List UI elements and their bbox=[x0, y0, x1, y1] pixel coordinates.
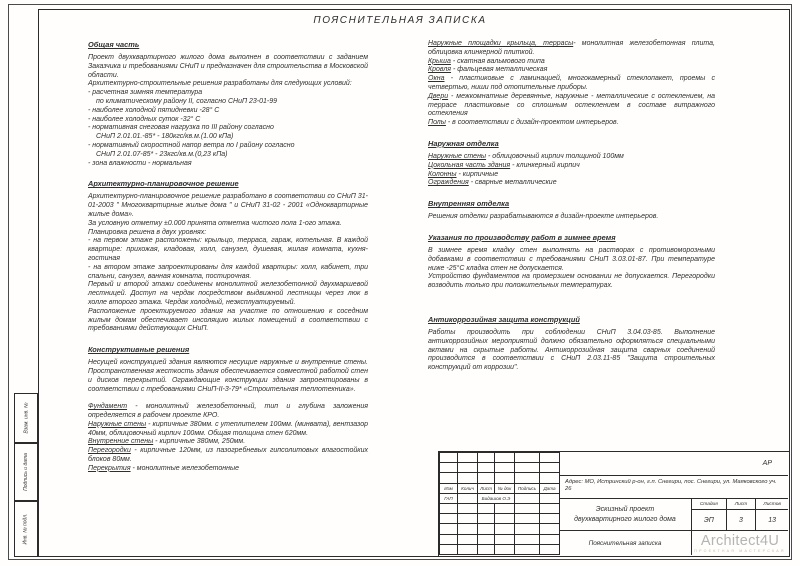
role-cell: ГАП bbox=[440, 493, 458, 503]
stage-table bbox=[691, 499, 788, 531]
list-item: - нормативная снеговая нагрузка по III району согласно bbox=[88, 124, 274, 132]
list-item: СНиП 2.01.07-85* - 23кгс/кв.м.(0,23 кПа) bbox=[96, 150, 228, 158]
col-podpis: Подпись bbox=[515, 483, 540, 493]
paragraph: Решения отделки разрабатываются в дизайн-проекте интерьеров. bbox=[428, 213, 659, 221]
paragraph bbox=[88, 421, 368, 439]
title-block bbox=[438, 451, 790, 557]
address-cell bbox=[559, 476, 788, 499]
list-item: - нормативный скоростной напор ветра по I району согласно bbox=[88, 141, 295, 149]
section-heading: Конструктивные решения bbox=[88, 345, 190, 355]
object-address: Адрес: МО, Истринский р-он, г.п. Снегири, пос. Снегири, ул. Маяковского уч. 26 bbox=[565, 479, 777, 492]
term-label: Наружные стены bbox=[428, 152, 487, 160]
paragraph bbox=[88, 438, 368, 447]
document-type: Пояснительная записка bbox=[588, 539, 662, 547]
list-item: по климатическому району II, согласно СНиП 23-01-99 bbox=[96, 97, 278, 105]
list-item: СНиП 2.01.01.-85* - 180кгс/кв.м.(1.00 кПа) bbox=[96, 133, 234, 141]
paragraph bbox=[88, 447, 368, 465]
paragraph bbox=[428, 153, 715, 162]
term-text: - облицовочный кирпич толщиной 100мм bbox=[486, 152, 624, 160]
company-logo: Architect4U bbox=[700, 532, 780, 549]
section-heading: Общая часть bbox=[88, 40, 140, 49]
project-name-line1: Эскизный проект bbox=[595, 506, 655, 513]
company-logo-cell bbox=[691, 531, 788, 555]
paragraph bbox=[428, 93, 715, 119]
list-item: - зона влажности - нормальная bbox=[88, 159, 192, 167]
term-text: - межкомнатные деревянные, наружные - металлические с остеклением, на террасе пластиковые со сплошным остеклением в составе витражного остекления bbox=[428, 92, 715, 118]
list-item: - на втором этаже запроектированы для каждой квартиры: холл, кабинет, три спальни, санузел, ванная комната, постирочная. bbox=[88, 263, 368, 280]
project-name-cell bbox=[559, 499, 691, 531]
sheet-number: 3 bbox=[726, 510, 756, 531]
term-label: Крыша bbox=[428, 57, 451, 65]
term-label: Внутренние стены bbox=[88, 438, 154, 446]
revision-table bbox=[439, 452, 560, 555]
term-text: - пластиковые с ламинацией, многокамерный стеклопакет, проемы с четвертью, ниши под отопительные приборы. bbox=[428, 75, 715, 91]
paragraph bbox=[428, 40, 715, 58]
term-text: - монолитная железобетонная плита, облицовка клинкерной плиткой. bbox=[428, 40, 715, 56]
signature-row bbox=[440, 493, 560, 503]
term-label: Перекрытия bbox=[88, 464, 131, 472]
term-text: - скатная вальмового типа bbox=[450, 57, 545, 65]
paragraph: Первый и второй этажи соединены монолитной железобетонной двухмаршевой лестницей. Доступ на чердак посредством выдвижной лестницы через люк в холле второго этажа. Чердак холодный, неэксплуатируемый. bbox=[88, 281, 368, 306]
list-item: - наиболее холодной пятидневки -28° С bbox=[88, 106, 220, 114]
term-text: - монолитный железобетонный, тип и глубина заложения определяется в рабочем проекте КРО. bbox=[88, 403, 368, 420]
term-text: - кирпичные 120мм, из пазогребневых гипсолитовых влагостойких блоков 80мм. bbox=[88, 447, 368, 464]
term-label: Двери bbox=[428, 92, 449, 100]
company-tagline: ПРОЕКТНАЯ МАСТЕРСКАЯ bbox=[694, 548, 786, 553]
term-text: - кирпичные 380мм, 250мм. bbox=[153, 438, 246, 446]
margin-field-inv-podl bbox=[14, 501, 38, 557]
paragraph: Работы производить при соблюдении СНиП 3.04.03-85. Выполнение антикоррозийных мероприятий должно обязательно оформляться специальными актами на скрытые работы. Антикоррозийная защита сварных соединений производится в соответствии с СНиП 2.03.11-85 "Защита строительных конструкций от коррозии". bbox=[428, 328, 715, 372]
sheet-header: Лист bbox=[726, 499, 756, 509]
col-izm: Изм bbox=[440, 483, 458, 493]
col-data: Дата bbox=[540, 483, 560, 493]
term-label: Цокольная часть здания bbox=[428, 161, 511, 169]
term-label: Кровля bbox=[428, 66, 452, 74]
paragraph bbox=[428, 162, 715, 171]
section-heading: Указания по производству работ в зимнее время bbox=[428, 232, 616, 242]
page-title: ПОЯСНИТЕЛЬНАЯ ЗАПИСКА bbox=[313, 15, 487, 26]
paragraph bbox=[428, 58, 715, 67]
margin-field-vzam-inv bbox=[14, 393, 38, 443]
sheets-total-header: Листов bbox=[755, 499, 788, 509]
stage-value: ЭП bbox=[703, 517, 714, 524]
term-label: Наружные площадки крыльца, террасы bbox=[428, 40, 574, 47]
paragraph: Архитектурно-строительные решения разработаны для следующих условий: bbox=[88, 80, 352, 88]
section-heading: Архитектурно-планировочное решение bbox=[88, 179, 239, 189]
paragraph bbox=[428, 119, 715, 128]
paragraph: Устройство фундаментов на промерзшем основании не допускается. Перегородки возводить только при положительных температурах. bbox=[428, 273, 715, 290]
term-text: - монолитные железобетонные bbox=[130, 464, 240, 472]
stage-value-row bbox=[692, 510, 788, 531]
col-kolich: Колич bbox=[458, 483, 478, 493]
term-text: - в соответствии с дизайн-проектом интерьеров. bbox=[445, 119, 619, 127]
term-label: Фундамент bbox=[88, 403, 128, 411]
revision-header-row bbox=[440, 483, 560, 493]
list-item: - расчетная зимняя температура bbox=[88, 89, 203, 97]
list-item: - на первом этаже расположены: крыльцо, терраса, гараж, котельная. В каждой квартире: прихожая, кладовая, холл, санузел, душевая, жилая комната, кухня-гостиная bbox=[88, 237, 368, 262]
paragraph: Проект двухквартирного жилого дома выполнен в соответствии с заданием Заказчика и требованиями СНиП и предназначен для строительства в Московской области. bbox=[88, 54, 368, 79]
name-cell: Бидашов О.Э bbox=[478, 493, 515, 503]
stage-header-row bbox=[692, 499, 788, 510]
section-heading: Антикоррозийная защита конструкций bbox=[428, 314, 580, 324]
paragraph: За условную отметку ±0.000 принята отметка чистого пола 1-ого этажа. bbox=[88, 219, 342, 227]
paragraph bbox=[428, 179, 715, 188]
project-name-line2: двухквартирного жилого дома bbox=[574, 515, 676, 523]
term-label: Перегородки bbox=[88, 447, 131, 455]
document-type-cell bbox=[559, 531, 691, 555]
term-text: - сварные металлические bbox=[468, 179, 557, 187]
col-list: Лист bbox=[478, 483, 495, 493]
paragraph bbox=[428, 66, 715, 75]
list-item: - наиболее холодных суток -32° С bbox=[88, 115, 201, 123]
term-label: Полы bbox=[428, 119, 446, 127]
margin-field-label: Инв. № подл. bbox=[23, 513, 29, 545]
term-label: Окна bbox=[428, 75, 445, 83]
term-text: - фальцевая металлическая bbox=[451, 66, 548, 74]
margin-field-label: Подпись и дата bbox=[23, 453, 30, 491]
left-text-column bbox=[88, 40, 368, 474]
stage-header: Стадия bbox=[699, 501, 718, 507]
section-code-cell bbox=[559, 452, 788, 476]
paragraph: Несущей конструкцией здания являются несущие наружные и внутренние стены. Пространственная жесткость здания обеспечивается совместной работой стен и дисков перекрытий. Ограждающие конструкции здания запроектированы в соответствии с требованиями СНиП-II-3-79* «Строительная теплотехника». bbox=[88, 359, 368, 393]
paragraph: В зимнее время кладку стен выполнять на растворах с противоморозными добавками в соответствии с требованиями СНиП 3.03.01-87. При температуре ниже -25°С кладка стен не допускается. bbox=[428, 246, 715, 272]
term-text: - кирпичные 380мм. с утеплителем 100мм. (минвата), вентзазор 40мм, облицовочный кирпич 100мм. Общая толщина стен 620мм. bbox=[88, 420, 368, 437]
term-label: Ограждения bbox=[428, 179, 469, 187]
paragraph bbox=[88, 465, 368, 474]
term-text: - кирпичные bbox=[456, 170, 499, 178]
margin-field-label: Взам. инв. № bbox=[23, 402, 29, 434]
section-heading: Внутренняя отделка bbox=[428, 199, 510, 209]
term-text: - клинкерный кирпич bbox=[510, 161, 580, 169]
sheets-total: 13 bbox=[755, 510, 788, 531]
right-text-column bbox=[428, 40, 715, 373]
paragraph: Планировка решена в двух уровнях: bbox=[88, 228, 207, 236]
section-heading: Наружная отделка bbox=[428, 138, 499, 148]
term-label: Наружные стены bbox=[88, 420, 147, 428]
term-label: Колонны bbox=[428, 170, 457, 178]
paragraph bbox=[88, 403, 368, 421]
section-code: АР bbox=[762, 460, 772, 467]
paragraph: Архитектурно-планировочное решение разработано в соответствии со СНиП 31-01-2003 " Многоквартирные жилые дома " и СНиП 31-02 - 2001 «Одноквартирные жилые дома». bbox=[88, 193, 368, 218]
margin-field-podpis-data bbox=[14, 443, 38, 501]
col-ndok: № док bbox=[495, 483, 515, 493]
paragraph: Расположение проектируемого здания на участке по отношению к соседним жилым домам обеспечивает инсоляцию жилых помещений в соответствии с требованиями действующих СНиП. bbox=[88, 307, 368, 333]
paragraph bbox=[428, 75, 715, 93]
